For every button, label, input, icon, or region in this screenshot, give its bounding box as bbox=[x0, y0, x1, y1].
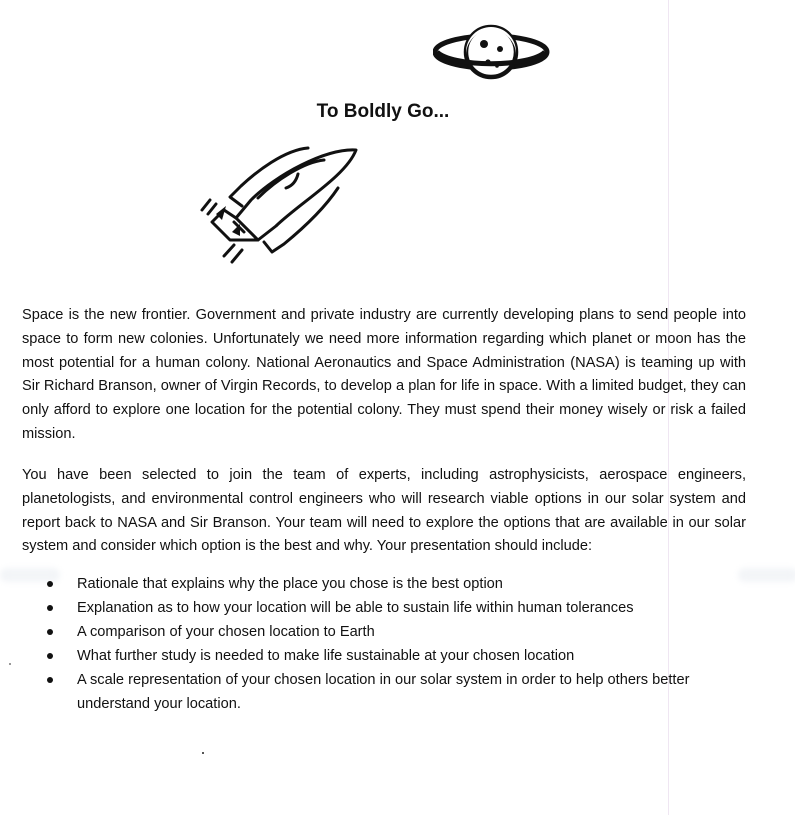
list-item bbox=[22, 668, 746, 716]
task-paragraph: You have been selected to join the team of experts, including astrophysicists, aerospace engineers, planetologists, and environmental control engineers who will research viable options in our solar system and report back to NASA and Sir Branson. Your team will need to explore the options that are available in our solar system and consider which option is the best and why. Your presentation should include: bbox=[22, 467, 746, 555]
space-shuttle-icon bbox=[196, 140, 366, 270]
list-item bbox=[22, 620, 746, 644]
bullet-icon bbox=[47, 677, 53, 683]
list-item-text: A comparison of your chosen location to Earth bbox=[77, 624, 375, 640]
list-item-text: Explanation as to how your location will be able to sustain life within human tolerances bbox=[77, 600, 634, 616]
intro-paragraph: Space is the new frontier. Government and private industry are currently developing plans to send people into space to form new colonies. Unfortunately we need more information regarding which planet or moon has the most potential for a human colony. National Aeronautics and Space Administration (NASA) is teaming up with Sir Richard Branson, owner of Virgin Records, to develop a plan for life in space. With a limited budget, they can only afford to explore one location for the potential colony. They must spend their money wisely or risk a failed mission. bbox=[22, 307, 746, 442]
bullet-icon bbox=[47, 629, 53, 635]
bullet-icon bbox=[47, 581, 53, 587]
list-item bbox=[22, 572, 746, 596]
bullet-icon bbox=[47, 653, 53, 659]
scan-speck bbox=[9, 663, 11, 665]
list-item bbox=[22, 596, 746, 620]
list-item-text: What further study is needed to make life sustainable at your chosen location bbox=[77, 648, 575, 664]
scan-speck bbox=[202, 752, 204, 754]
scan-smudge-right bbox=[738, 568, 795, 582]
bullet-icon bbox=[47, 605, 53, 611]
list-item-text: Rationale that explains why the place you chose is the best option bbox=[77, 576, 503, 592]
document-title: To Boldly Go... bbox=[316, 101, 450, 122]
list-item bbox=[22, 644, 746, 668]
presentation-requirements-list bbox=[22, 572, 746, 716]
list-item-text: A scale representation of your chosen location in our solar system in order to help others better understand your location. bbox=[77, 672, 690, 712]
ringed-planet-icon bbox=[433, 22, 551, 84]
